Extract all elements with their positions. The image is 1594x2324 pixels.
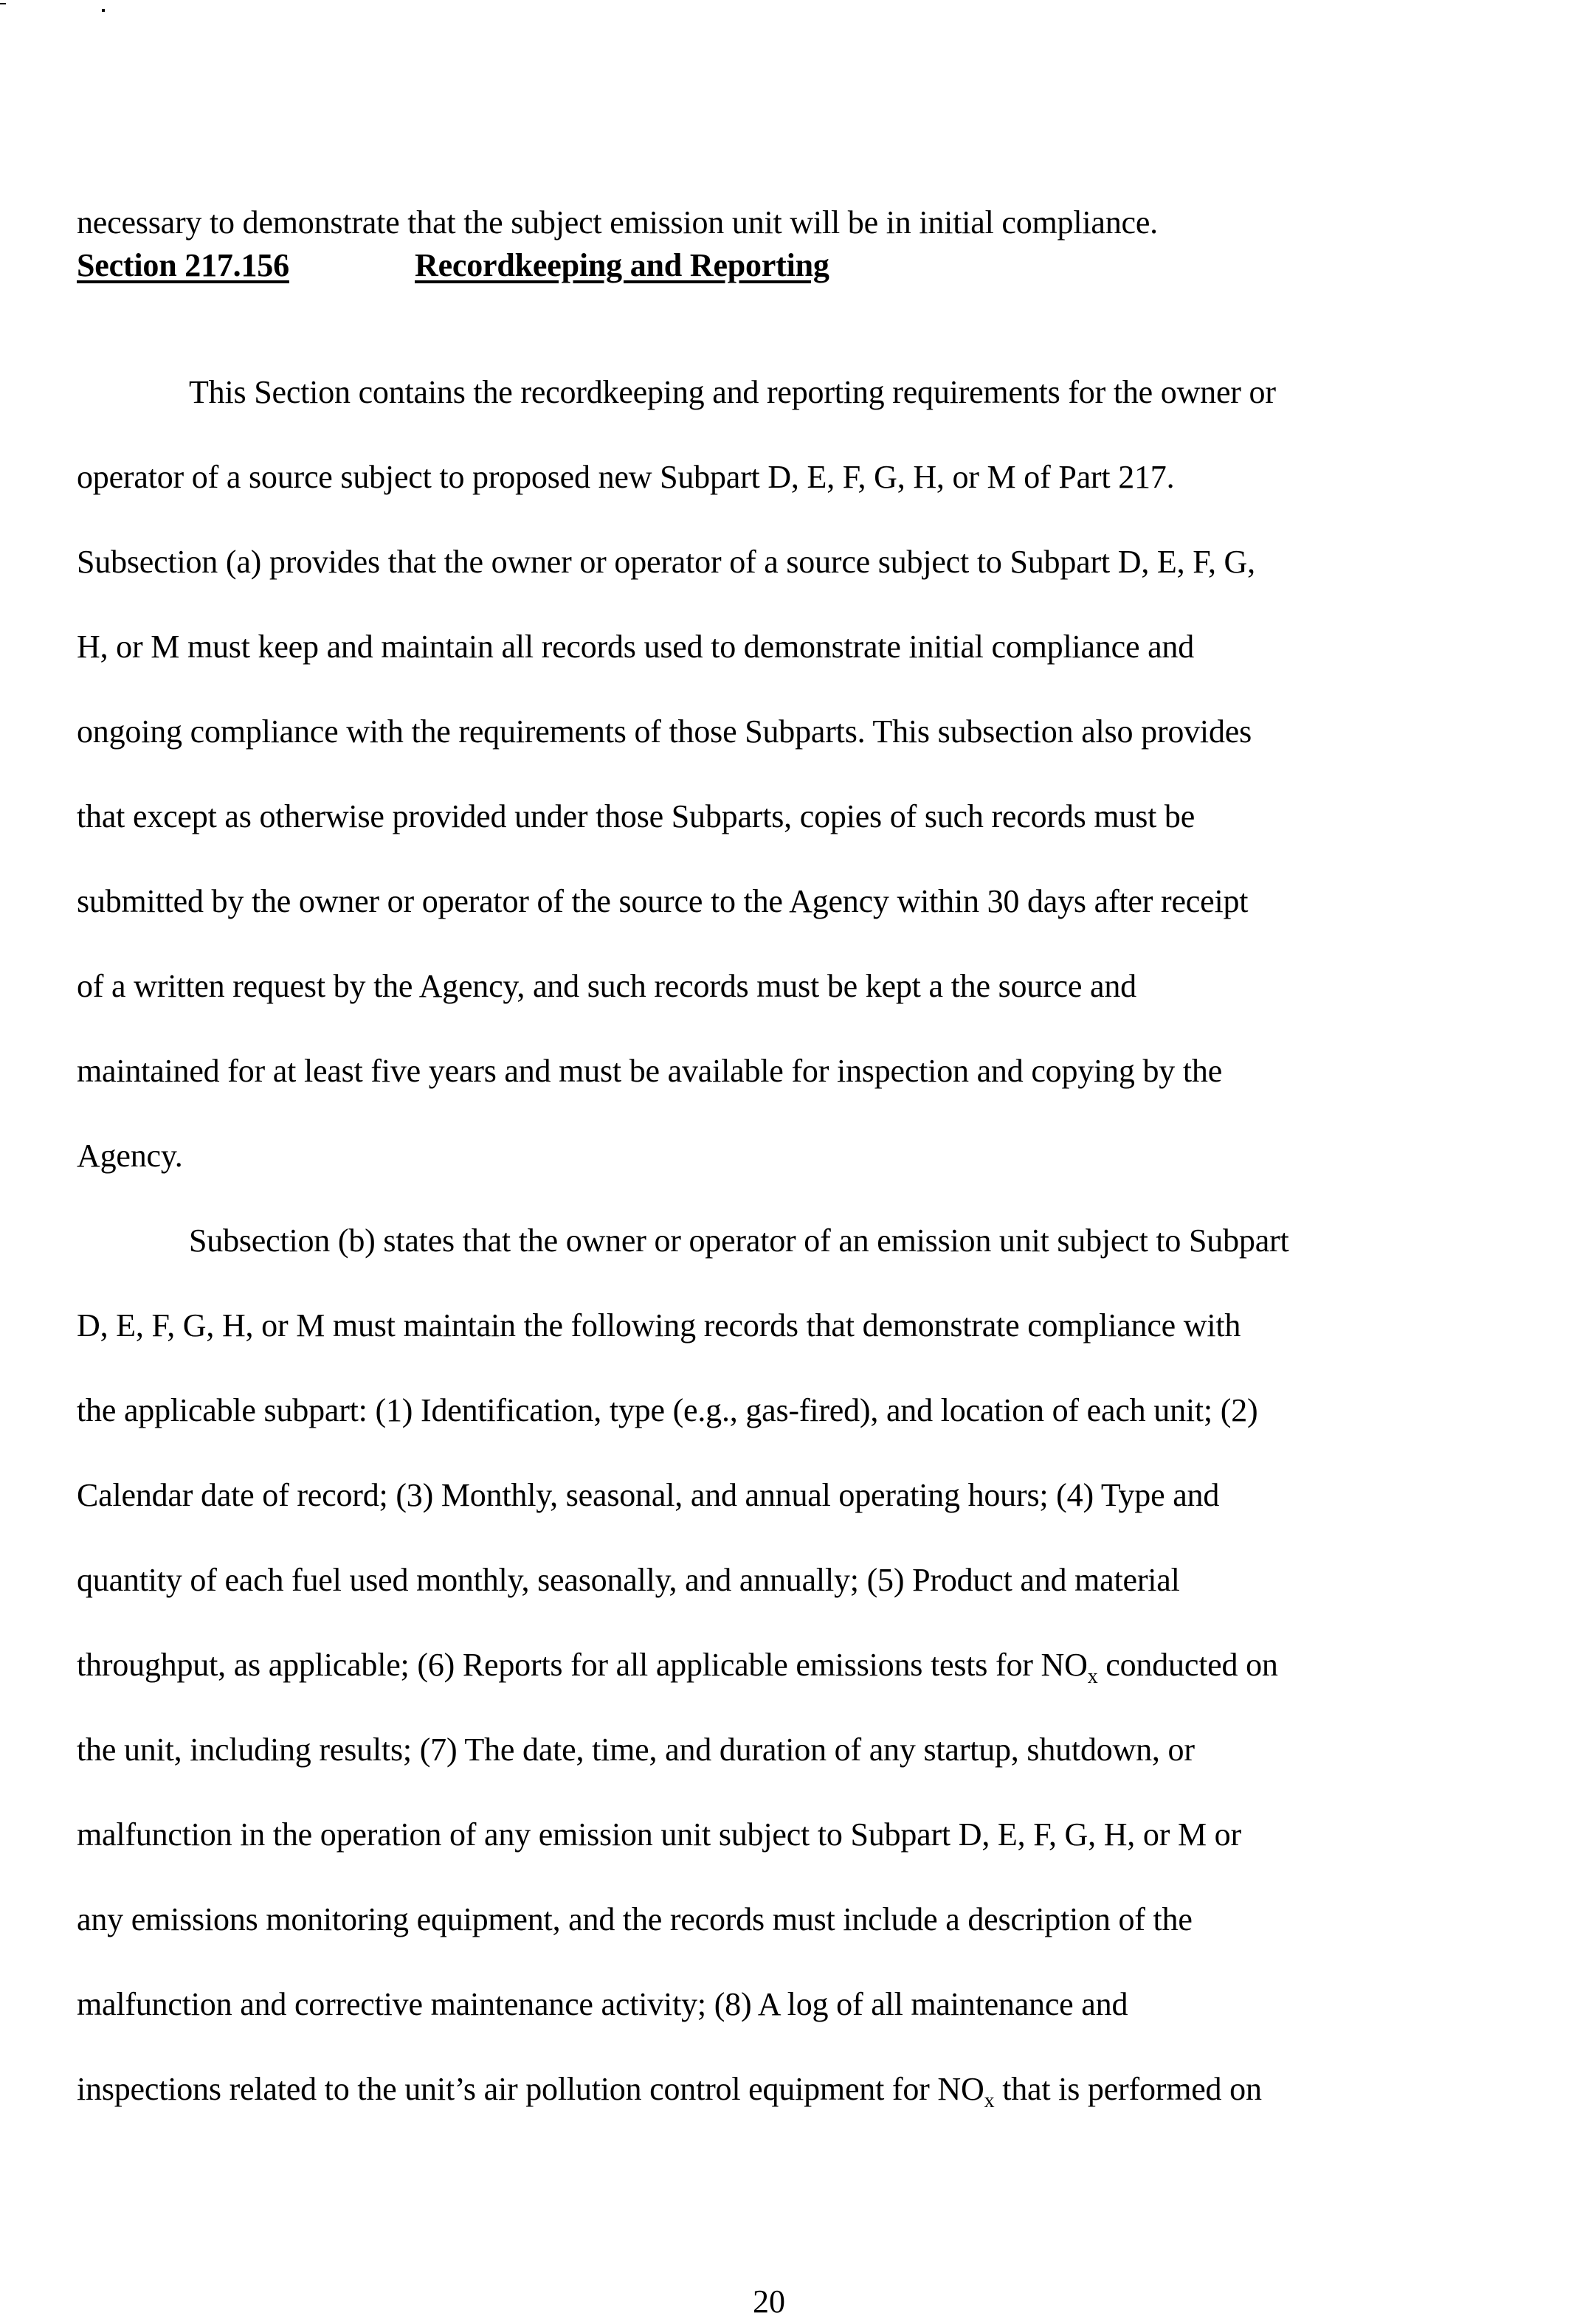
text-segment: inspections related to the unit’s air pollution control equipment for NO — [77, 2071, 984, 2107]
body-text-line: Agency. — [77, 1138, 183, 1174]
body-text-line: of a written request by the Agency, and such records must be kept a the source and — [77, 968, 1136, 1004]
body-text-line: quantity of each fuel used monthly, seasonally, and annually; (5) Product and material — [77, 1562, 1180, 1598]
body-text-line: H, or M must keep and maintain all records used to demonstrate initial compliance and — [77, 629, 1195, 665]
body-text-line: malfunction in the operation of any emission unit subject to Subpart D, E, F, G, H, or M or — [77, 1816, 1241, 1853]
subscript-x: x — [984, 2089, 995, 2112]
body-text-line: D, E, F, G, H, or M must maintain the following records that demonstrate compliance with — [77, 1307, 1241, 1343]
body-text-line: necessary to demonstrate that the subject emission unit will be in initial compliance. — [77, 204, 1158, 241]
body-text-line — [77, 1643, 1278, 1687]
subscript-x: x — [1087, 1665, 1098, 1688]
body-text-line: Subsection (a) provides that the owner or operator of a source subject to Subpart D, E, F, G, — [77, 544, 1255, 580]
body-text-line: This Section contains the recordkeeping and reporting requirements for the owner or — [189, 374, 1276, 410]
body-text-line: any emissions monitoring equipment, and the records must include a description of the — [77, 1901, 1193, 1937]
scan-artifact — [0, 3, 6, 4]
body-text-line: submitted by the owner or operator of the source to the Agency within 30 days after receipt — [77, 883, 1249, 919]
body-text-line: Subsection (b) states that the owner or operator of an emission unit subject to Subpart — [189, 1222, 1289, 1259]
body-text-line: ongoing compliance with the requirements of those Subparts. This subsection also provides — [77, 713, 1252, 750]
body-text-line: Calendar date of record; (3) Monthly, seasonal, and annual operating hours; (4) Type and — [77, 1477, 1220, 1513]
text-segment: throughput, as applicable; (6) Reports for all applicable emissions tests for NO — [77, 1647, 1088, 1683]
section-number-heading: Section 217.156 — [77, 247, 289, 283]
section-title-heading: Recordkeeping and Reporting — [415, 247, 829, 283]
text-segment: that is performed on — [994, 2071, 1262, 2107]
body-text-line: malfunction and corrective maintenance activity; (8) A log of all maintenance and — [77, 1986, 1128, 2022]
text-segment: conducted on — [1097, 1647, 1278, 1683]
body-text-line: the applicable subpart: (1) Identification, type (e.g., gas-fired), and location of each unit; (2) — [77, 1392, 1258, 1428]
body-text-line: maintained for at least five years and must be available for inspection and copying by the — [77, 1053, 1223, 1089]
body-text-line: operator of a source subject to proposed new Subpart D, E, F, G, H, or M of Part 217. — [77, 459, 1175, 495]
body-text-line — [77, 2067, 1262, 2112]
scan-artifact — [102, 9, 105, 12]
page-number: 20 — [753, 2283, 785, 2320]
body-text-line: the unit, including results; (7) The date, time, and duration of any startup, shutdown, or — [77, 1732, 1195, 1768]
body-text-line: that except as otherwise provided under those Subparts, copies of such records must be — [77, 798, 1196, 834]
